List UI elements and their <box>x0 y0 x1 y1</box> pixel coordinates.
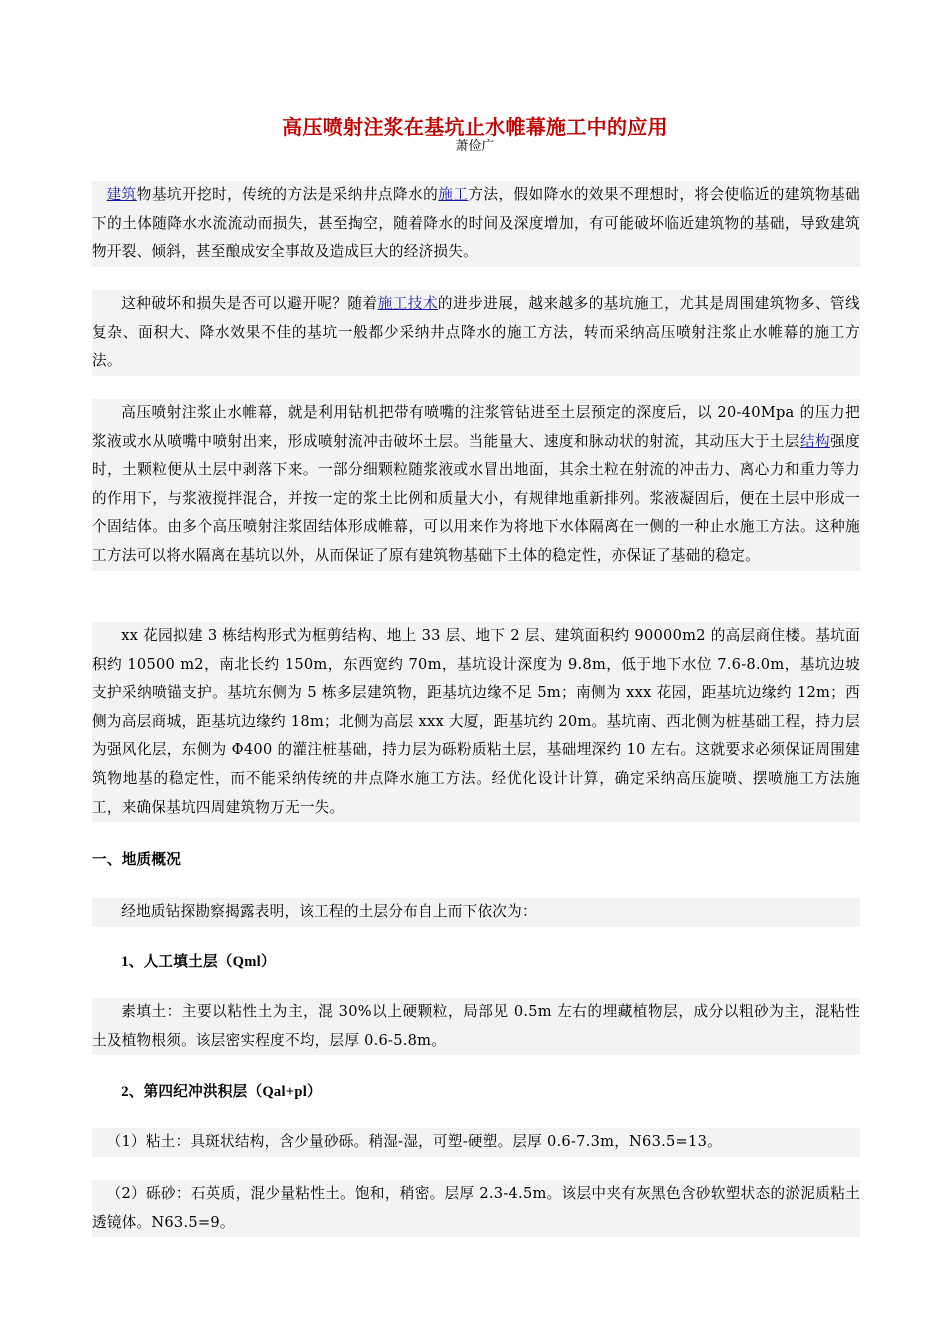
paragraph-geology-intro: 经地质钻探勘察揭露表明，该工程的土层分布自上而下依次为： <box>92 898 860 927</box>
heading-geology: 一、地质概况 <box>92 852 182 868</box>
paragraph-intro <box>92 181 860 267</box>
link-jianzhu[interactable]: 建筑 <box>106 186 137 203</box>
paragraph-question <box>92 290 860 376</box>
paragraph-method-text-2: 强度时，土颗粒便从土层中剥落下来。一部分细颗粒随浆液或水冒出地面，其余土粒在射流的冲击力、离心力和重力等力的作用下，与浆液搅拌混合，并按一定的浆土比例和质量大小，有规律地重新排列。浆液凝固后，便在土层中形成一个固结体。由多个高压喷射注浆固结体形成帷幕，可以用来作为将地下水体隔离在一侧的一种止水施工方法。这种施工方法可以将水隔离在基坑以外，从而保证了原有建筑物基础下土体的稳定性，亦保证了基础的稳定。 <box>92 432 860 564</box>
paragraph-intro-text-1: 物基坑开挖时，传统的方法是采纳井点降水的 <box>136 186 439 203</box>
paragraph-method <box>92 399 860 571</box>
heading-fill-layer: 1、人工填土层（Qml） <box>121 954 276 970</box>
paragraph-clay: （1）粘土：具斑状结构，含少量砂砾。稍湿-湿，可塑-硬塑。层厚 0.6-7.3m，N63.5=13。 <box>92 1128 860 1157</box>
link-shigong[interactable]: 施工 <box>438 186 469 203</box>
paragraph-question-text-1: 这种破坏和损失是否可以避开呢？随着 <box>121 295 378 312</box>
document-author: 萧俭广 <box>455 139 495 154</box>
document-title: 高压喷射注浆在基坑止水帷幕施工中的应用 <box>282 115 668 139</box>
heading-alluvial-layer: 2、第四纪冲洪积层（Qal+pl） <box>121 1084 322 1100</box>
paragraph-gravel-sand: （2）砾砂：石英质，混少量粘性土。饱和，稍密。层厚 2.3-4.5m。该层中夹有灰黑色含砂软塑状态的淤泥质粘土透镜体。N63.5=9。 <box>92 1180 860 1237</box>
link-jiegou[interactable]: 结构 <box>799 432 831 450</box>
paragraph-project: xx 花园拟建 3 栋结构形式为框剪结构、地上 33 层、地下 2 层、建筑面积约 90000m2 的高层商住楼。基坑面积约 10500 m2，南北长约 150m，东西宽约 70m，基坑设计深度为 9.8m，低于地下水位 7.6-8.0m，基坑边坡支护采纳喷锚支护。基坑东侧为 5 栋多层建筑物，距基坑边缘不足 5m；南侧为 xxx 花园，距基坑边缘约 12m；西侧为高层商城，距基坑边缘约 18m；北侧为高层 xxx 大厦，距基坑约 20m。基坑南、西北侧为桩基础工程，持力层为强风化层，东侧为 Φ400 的灌注桩基础，持力层为砾粉质粘土层，基础埋深约 10 左右。这就要求必须保证周围建筑物地基的稳定性，而不能采纳传统的井点降水施工方法。经优化设计计算，确定采纳高压旋喷、摆喷施工方法施工，来确保基坑四周建筑物万无一失。 <box>92 622 860 822</box>
paragraph-fill-soil: 素填土：主要以粘性土为主，混 30%以上硬颗粒，局部见 0.5m 左右的埋藏植物层，成分以粗砂为主，混粘性土及植物根须。该层密实程度不均，层厚 0.6-5.8m。 <box>92 998 860 1055</box>
paragraph-method-text-1: 高压喷射注浆止水帷幕，就是利用钻机把带有喷嘴的注浆管钻进至土层预定的深度后，以 20-40Mpa 的压力把浆液或水从喷嘴中喷射出来，形成喷射流冲击破坏土层。当能量大、速度和脉动状的射流，其动压大于土层 <box>92 404 860 450</box>
paragraph-intro-text-2: 方法，假如降水的效果不理想时，将会使临近的建筑物基础下的土体随降水水流流动而损失，甚至掏空，随着降水的时间及深度增加，有可能破坏临近建筑物的基础，导致建筑物开裂、倾斜，甚至酿成安全事故及造成巨大的经济损失。 <box>92 186 860 261</box>
paragraph-question-text-2: 的进步进展，越来越多的基坑施工，尤其是周围建筑物多、管线复杂、面积大、降水效果不佳的基坑一般都少采纳井点降水的施工方法，转而采纳高压喷射注浆止水帷幕的施工方法。 <box>92 295 860 370</box>
link-shigong-jishu[interactable]: 施工技术 <box>377 295 438 312</box>
